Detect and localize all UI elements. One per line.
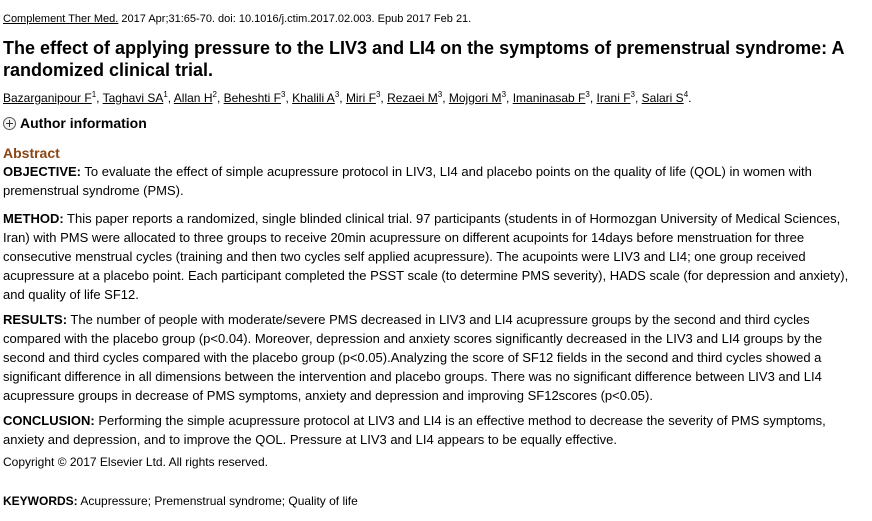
- abstract-method: [3, 209, 865, 304]
- method-text: This paper reports a randomized, single blinded clinical trial. 97 participants (students in of Hormozgan University of Medical Sciences, Iran) with PMS were allocated to three groups to receive 20min acupressure on different acupoints for 14days before menstruation for three consecutive menstrual cycles (training and then two cycles self applied acupressure). The acupoints were LIV3 and LI4; one group received acupressure at a placebo point. Each participant completed the PSST scale (to determine PMS severity), HADS scale (for depression and anxiety), and quality of life SF12.: [3, 211, 849, 302]
- conclusion-text: Performing the simple acupressure protocol at LIV3 and LI4 is an effective method to decrease the severity of PMS symptoms, anxiety and depression, and to improve the QOL. Pressure at LIV3 and LI4 appears to be equally effective.: [3, 413, 826, 447]
- author-separator: .: [688, 91, 692, 105]
- author-link[interactable]: Taghavi SA: [102, 91, 164, 105]
- results-text: The number of people with moderate/severe PMS decreased in LIV3 and LI4 acupressure groups by the second and third cycles compared with the placebo group (p<0.04). Moreover, depression and anxiety scores significantly decreased in the LIV3 and LI4 groups by the second and third cycles compared with the placebo group (p<0.05).Analyzing the score of SF12 fields in the second and third cycles showed a significant difference in all dimensions between the intervention and placebo groups. There was no significant difference between LIV3 and LI4 acupressure groups in decrease of PMS symptoms, anxiety and depression and improving SF12scores (p<0.05).: [3, 312, 823, 403]
- expand-plus-icon[interactable]: [3, 117, 16, 130]
- keywords-label: KEYWORDS:: [3, 494, 78, 508]
- author-separator: ,: [634, 91, 642, 105]
- author-affiliation-number: 3: [585, 90, 590, 99]
- author-affiliation-number: 4: [683, 90, 689, 99]
- author-link[interactable]: Beheshti F: [223, 91, 281, 105]
- author-link[interactable]: Mojgori M: [448, 91, 502, 105]
- author-affiliation-number: 3: [437, 90, 443, 99]
- author-affiliation-number: 2: [212, 90, 217, 99]
- author-separator: ,: [216, 91, 224, 105]
- author-affiliation-number: 3: [280, 90, 286, 99]
- abstract-conclusion: [3, 411, 865, 449]
- author-link[interactable]: Miri F: [345, 91, 376, 105]
- author-link[interactable]: Irani F: [596, 91, 631, 105]
- author-separator: ,: [285, 91, 293, 105]
- conclusion-label: CONCLUSION:: [3, 413, 95, 428]
- article-title: The effect of applying pressure to the LIV3 and LI4 on the symptoms of premenstrual syndrome: A randomized clinical trial.: [3, 38, 844, 80]
- author-information-toggle[interactable]: [3, 114, 872, 132]
- author-separator: ,: [96, 91, 103, 105]
- author-affiliation-number: 1: [163, 90, 168, 99]
- author-link[interactable]: Bazarganipour F: [3, 91, 92, 105]
- citation-details: 2017 Apr;31:65-70. doi: 10.1016/j.ctim.2017.02.003. Epub 2017 Feb 21.: [118, 13, 472, 25]
- objective-label: OBJECTIVE:: [3, 164, 82, 179]
- keywords-text: Acupressure; Premenstrual syndrome; Quality of life: [77, 494, 358, 508]
- keywords-line: [3, 493, 872, 509]
- results-label: RESULTS:: [3, 312, 68, 327]
- abstract-results: [3, 310, 865, 405]
- objective-text: To evaluate the effect of simple acupressure protocol in LIV3, LI4 and placebo points on the quality of life (QOL) in women with premenstrual syndrome (PMS).: [3, 164, 812, 198]
- author-link[interactable]: Imaninasab F: [512, 91, 586, 105]
- author-affiliation-number: 3: [375, 90, 381, 99]
- author-separator: ,: [380, 91, 388, 105]
- method-label: METHOD:: [3, 211, 64, 226]
- author-list: [3, 90, 872, 106]
- author-link[interactable]: Salari S: [641, 91, 684, 105]
- author-separator: ,: [339, 91, 346, 105]
- author-link[interactable]: Khalili A: [292, 91, 335, 105]
- journal-link[interactable]: Complement Ther Med.: [3, 13, 119, 25]
- author-affiliation-number: 3: [501, 90, 507, 99]
- author-separator: ,: [589, 91, 597, 105]
- author-link[interactable]: Rezaei M: [387, 91, 438, 105]
- author-information-label[interactable]: Author information: [20, 115, 147, 131]
- author-link[interactable]: Allan H: [173, 91, 213, 105]
- author-separator: ,: [167, 91, 174, 105]
- citation-line: [3, 12, 872, 27]
- abstract-heading: Abstract: [3, 145, 60, 161]
- copyright-notice: Copyright © 2017 Elsevier Ltd. All rights reserved.: [3, 455, 268, 469]
- author-affiliation-number: 3: [630, 90, 635, 99]
- abstract-objective: [3, 162, 865, 200]
- author-affiliation-number: 1: [91, 90, 97, 99]
- author-separator: ,: [506, 91, 513, 105]
- author-separator: ,: [442, 91, 449, 105]
- author-affiliation-number: 3: [334, 90, 340, 99]
